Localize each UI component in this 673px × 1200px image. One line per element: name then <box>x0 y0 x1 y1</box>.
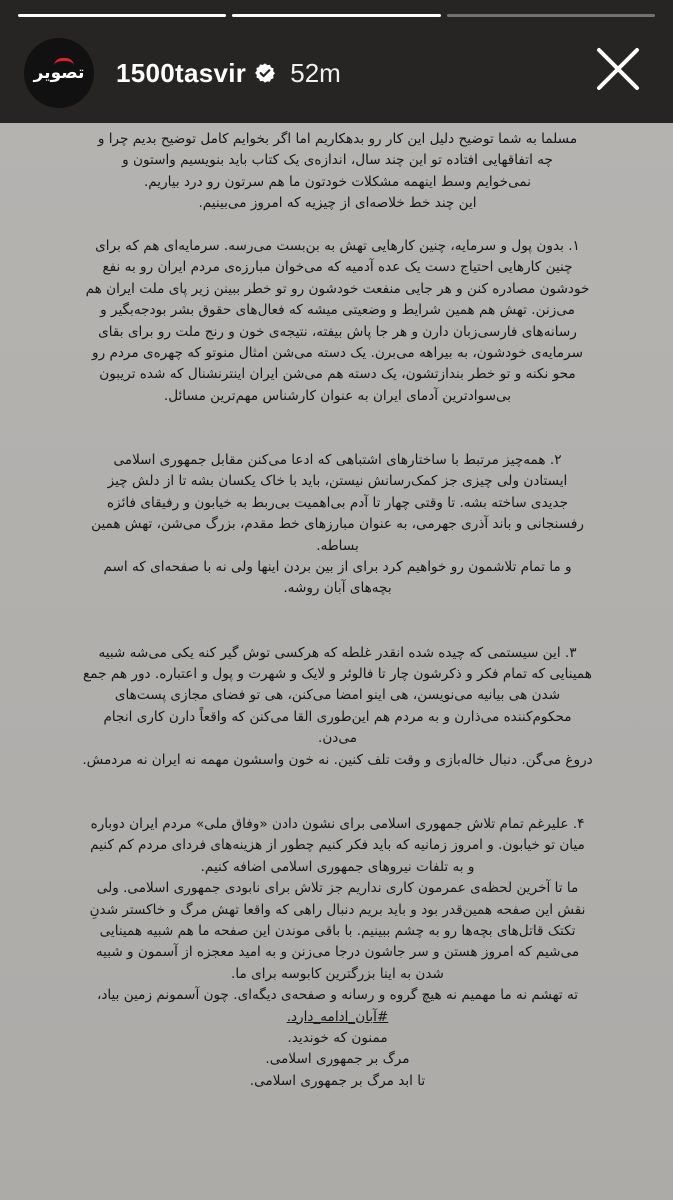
logo-mark <box>54 58 74 69</box>
username[interactable]: 1500tasvir <box>116 57 247 88</box>
hashtag-link[interactable]: #آبان_ادامه_دارد. <box>286 1008 389 1025</box>
story-header <box>24 32 655 114</box>
story-point-1: ۱. بدون پول و سرمایه، چنین کارهایی تهش به بن‌بست می‌رسه. سرمایه‌ای هم که برای چنین کارهایی احتیاج دست یک عده آدمیه که می‌خوان مبارزه‌ی مردم ایران رو به نفع خودشون مصادره کنن و هر جایی منفعت خودشون رو تو خطر ببینن زیر پای ملت ایران هم می‌زنن. تهش هم همین شرایط و وضعیتی میشه که فعال‌های حقوق بشر بودجه‌بگیر و رسانه‌های فارسی‌زبان دارن و هر جا پاش بیفته، نتیجه‌ی خون و رنج ملت رو برای بقای سرمایه‌ی خودشون، به بیراهه می‌برن. یک دسته می‌شن امثال منوتو که چهره‌ی مردم رو محو نکنه و تو خطر بنداز‌تشون، یک دسته هم می‌شن ایران اینترنشنال که شده تریبون بی‌سوادترین آدمای ایران به عنوان کارشناس مهم‌ترین مسائل. <box>85 238 590 404</box>
story-content[interactable] <box>0 123 673 1200</box>
story-closing: ممنون که خوندید. مرگ بر جمهوری اسلامی. تا ابد مرگ بر جمهوری اسلامی. <box>249 1029 426 1089</box>
story-point-3: ۳. این سیستمی که چیده شده انقدر غلطه که هرکسی توش گیر کنه یکی می‌شه شبیه همینایی که تمام فکر و ذکرشون چار تا فالوئر و لایک و شهرت و پول و اعتباره. دور هم جمع شدن هی بیانیه می‌نویسن، هی اینو امضا می‌کنن، هی تو فضای مجازی پست‌های محکوم‌کننده می‌ذارن و به مردم هم این‌طوری القا می‌کنن که واقعاً دارن کاری انجام می‌دن. دروغ می‌گن. دنبال خاله‌بازی و وقت تلف کنین. نه خون واسشون مهمه نه ایران نه مردمش. <box>82 644 593 768</box>
story-progress-bar <box>18 14 655 17</box>
progress-segment <box>18 14 226 17</box>
progress-segment <box>232 14 440 17</box>
avatar[interactable] <box>24 38 94 108</box>
story-intro: مسلما به شما توضیح دلیل این کار رو بدهکاریم اما اگر بخوایم کامل توضیح بدیم چرا و چه اتفاقهایی افتاده تو این چند سال، اندازه‌ی یک کتاب باید بنویسیم واستون و نمی‌خوایم وسط اینهمه مشکلات خودتون ما هم سرتون رو درد بیاریم. این چند خط خلاصه‌ای از چیزیه که امروز می‌بینیم. <box>97 131 578 212</box>
post-time: 52m <box>290 57 341 88</box>
story-text <box>70 129 605 1092</box>
avatar-logo-text: تصویر <box>33 63 85 83</box>
user-info <box>116 58 341 89</box>
close-icon[interactable] <box>589 40 647 98</box>
story-point-2: ۲. همه‌چیز مرتبط با ساختارهای اشتباهی که ادعا می‌کنن مقابل جمهوری اسلامی ایستادن ولی چیزی جز کمک‌رسانش نیستن، باید با خاک یکسان بشه تا از دلش چیز جدیدی ساخته بشه. تا وقتی چهار تا آدم بی‌اهمیت بی‌ربط به خیابون و رفیقای فائزه رفسنجانی و باند آذری جهرمی، به عنوان مبارزهای خط مقدم، بزرگ می‌شن، تهش همین بساطه. و ما تمام تلاشمون رو خواهیم کرد برای از بین بردن اینها ولی نه با صفحه‌ای که اسم بچه‌های آبان روشه. <box>91 452 584 597</box>
progress-segment-current <box>447 14 655 17</box>
verified-badge-icon <box>254 62 276 84</box>
story-point-4: ۴. علیرغم تمام تلاش جمهوری اسلامی برای نشون دادن «وفاق ملی» مردم ایران دوباره میان تو خیابون. و امروز زمانیه که باید فکر کنیم چطور از هزینه‌های فردای مردم کم کنیم و به تلفات نیروهای جمهوری اسلامی اضافه کنیم. ما تا آخرین لحظه‌ی عمرمون کاری نداریم جز تلاش برای نابودی جمهوری اسلامی. ولی نقش این صفحه همین‌قدر بود و باید بریم دنبال راهی که واقعا تهش مرگ و خاکستر شدنِ تکتک قاتل‌های بچه‌ها رو به چشم ببینیم. با باقی موندن این صفحه ما هم شبیه همینایی می‌شیم که امروز هستن و سر جاشون درجا می‌زنن و به امید معجزه از آسمون و شبیه شدن به اینا بزرگترین کابوسه برای ما. ته تهشم نه ما مهمیم نه هیچ گروه و رسانه و صفحه‌ی دیگه‌ای. چون آسمونم زمین بیاد، <box>89 815 586 1004</box>
